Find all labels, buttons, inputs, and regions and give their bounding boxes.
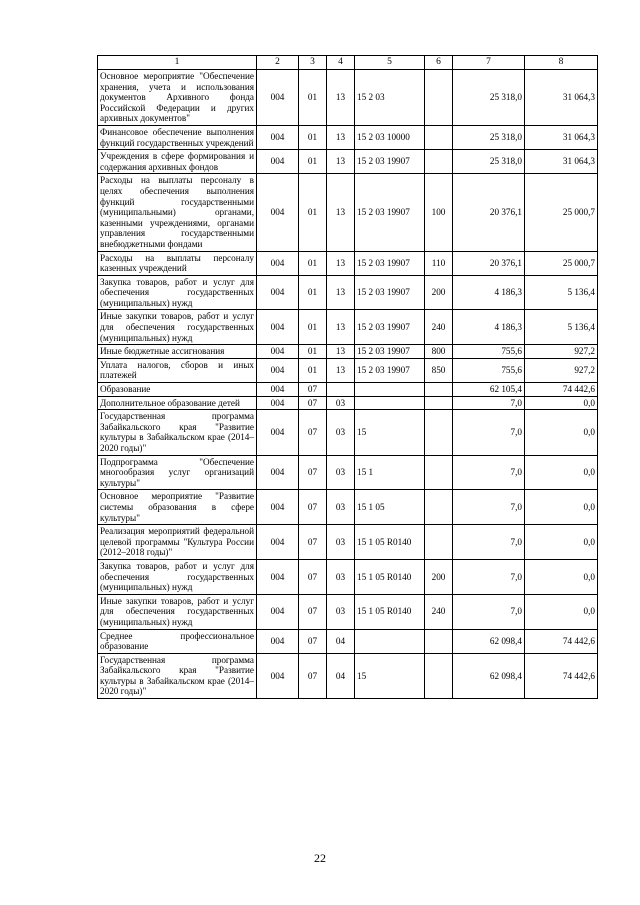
amount-year2-cell: 31 064,3 <box>525 125 598 149</box>
amount-year1-cell: 25 318,0 <box>453 150 525 174</box>
table-row <box>98 490 598 525</box>
expense-type-cell <box>425 150 453 174</box>
subsection-code-cell: 03 <box>327 490 355 525</box>
item-name-cell: Иные закупки товаров, работ и услуг для обеспечения государственных (муниципальных) нужд <box>98 594 257 629</box>
item-name-cell: Образование <box>98 383 257 397</box>
subsection-code-cell: 13 <box>327 150 355 174</box>
ministry-code-cell: 004 <box>257 125 299 149</box>
ministry-code-cell: 004 <box>257 653 299 698</box>
subsection-code-cell: 13 <box>327 345 355 359</box>
section-code-cell: 07 <box>299 455 327 490</box>
subsection-code-cell: 13 <box>327 358 355 382</box>
target-article-cell <box>355 383 425 397</box>
header-cell: 5 <box>355 56 425 70</box>
amount-year1-cell: 62 105,4 <box>453 383 525 397</box>
table-header-row <box>98 56 598 70</box>
expense-type-cell: 850 <box>425 358 453 382</box>
budget-table <box>97 55 598 699</box>
table-row <box>98 594 598 629</box>
amount-year2-cell: 0,0 <box>525 455 598 490</box>
expense-type-cell <box>425 525 453 560</box>
amount-year1-cell: 7,0 <box>453 594 525 629</box>
ministry-code-cell: 004 <box>257 345 299 359</box>
target-article-cell: 15 2 03 19907 <box>355 251 425 275</box>
subsection-code-cell: 04 <box>327 629 355 653</box>
amount-year2-cell: 0,0 <box>525 410 598 455</box>
amount-year1-cell: 755,6 <box>453 358 525 382</box>
target-article-cell: 15 1 <box>355 455 425 490</box>
target-article-cell: 15 1 05 R0140 <box>355 594 425 629</box>
table-row <box>98 396 598 410</box>
item-name-cell: Учреждения в сфере формирования и содержания архивных фондов <box>98 150 257 174</box>
ministry-code-cell: 004 <box>257 174 299 251</box>
table-row <box>98 125 598 149</box>
ministry-code-cell: 004 <box>257 490 299 525</box>
subsection-code-cell: 03 <box>327 525 355 560</box>
section-code-cell: 01 <box>299 251 327 275</box>
item-name-cell: Государственная программа Забайкальского края "Развитие культуры в Забайкальском крае (2014–2020 годы)" <box>98 410 257 455</box>
header-cell: 7 <box>453 56 525 70</box>
subsection-code-cell <box>327 383 355 397</box>
subsection-code-cell: 03 <box>327 594 355 629</box>
header-cell: 3 <box>299 56 327 70</box>
item-name-cell: Основное мероприятие "Развитие системы образования в сфере культуры" <box>98 490 257 525</box>
ministry-code-cell: 004 <box>257 559 299 594</box>
amount-year2-cell: 0,0 <box>525 559 598 594</box>
table-row <box>98 559 598 594</box>
ministry-code-cell: 004 <box>257 383 299 397</box>
amount-year1-cell: 25 318,0 <box>453 125 525 149</box>
amount-year1-cell: 62 098,4 <box>453 653 525 698</box>
target-article-cell: 15 2 03 <box>355 70 425 126</box>
amount-year1-cell: 755,6 <box>453 345 525 359</box>
expense-type-cell <box>425 410 453 455</box>
table-body <box>98 70 598 699</box>
item-name-cell: Среднее профессиональное образование <box>98 629 257 653</box>
target-article-cell: 15 2 03 19907 <box>355 150 425 174</box>
table-row <box>98 410 598 455</box>
table-row <box>98 383 598 397</box>
ministry-code-cell: 004 <box>257 358 299 382</box>
table-row <box>98 455 598 490</box>
item-name-cell: Расходы на выплаты персоналу в целях обеспечения выполнения функций государственными (муниципальными) органами, казенными учреждениями, органами управления государственными внебюджетными фондами <box>98 174 257 251</box>
target-article-cell: 15 1 05 R0140 <box>355 525 425 560</box>
section-code-cell: 07 <box>299 490 327 525</box>
expense-type-cell: 200 <box>425 559 453 594</box>
amount-year1-cell: 7,0 <box>453 525 525 560</box>
amount-year2-cell: 0,0 <box>525 396 598 410</box>
table-row <box>98 629 598 653</box>
subsection-code-cell: 03 <box>327 410 355 455</box>
expense-type-cell <box>425 396 453 410</box>
section-code-cell: 07 <box>299 410 327 455</box>
ministry-code-cell: 004 <box>257 525 299 560</box>
expense-type-cell <box>425 629 453 653</box>
expense-type-cell: 240 <box>425 310 453 345</box>
section-code-cell: 07 <box>299 525 327 560</box>
subsection-code-cell: 13 <box>327 275 355 310</box>
item-name-cell: Государственная программа Забайкальского края "Развитие культуры в Забайкальском крае (2014–2020 годы)" <box>98 653 257 698</box>
ministry-code-cell: 004 <box>257 629 299 653</box>
section-code-cell: 07 <box>299 653 327 698</box>
target-article-cell: 15 2 03 19907 <box>355 275 425 310</box>
item-name-cell: Реализация мероприятий федеральной целевой программы "Культура России (2012–2018 годы)" <box>98 525 257 560</box>
ministry-code-cell: 004 <box>257 594 299 629</box>
section-code-cell: 01 <box>299 310 327 345</box>
table-row <box>98 251 598 275</box>
item-name-cell: Закупка товаров, работ и услуг для обеспечения государственных (муниципальных) нужд <box>98 559 257 594</box>
expense-type-cell: 200 <box>425 275 453 310</box>
header-cell: 4 <box>327 56 355 70</box>
page-number: 22 <box>314 851 326 865</box>
target-article-cell: 15 1 05 <box>355 490 425 525</box>
subsection-code-cell: 03 <box>327 396 355 410</box>
amount-year1-cell: 7,0 <box>453 455 525 490</box>
section-code-cell: 01 <box>299 275 327 310</box>
item-name-cell: Иные закупки товаров, работ и услуг для обеспечения государственных (муниципальных) нужд <box>98 310 257 345</box>
subsection-code-cell: 04 <box>327 653 355 698</box>
target-article-cell: 15 <box>355 653 425 698</box>
target-article-cell: 15 1 05 R0140 <box>355 559 425 594</box>
amount-year1-cell: 7,0 <box>453 410 525 455</box>
item-name-cell: Финансовое обеспечение выполнения функций государственных учреждений <box>98 125 257 149</box>
amount-year2-cell: 5 136,4 <box>525 275 598 310</box>
amount-year2-cell: 0,0 <box>525 525 598 560</box>
expense-type-cell <box>425 455 453 490</box>
amount-year1-cell: 4 186,3 <box>453 275 525 310</box>
expense-type-cell: 110 <box>425 251 453 275</box>
amount-year2-cell: 31 064,3 <box>525 70 598 126</box>
expense-type-cell <box>425 70 453 126</box>
amount-year1-cell: 4 186,3 <box>453 310 525 345</box>
expense-type-cell: 800 <box>425 345 453 359</box>
ministry-code-cell: 004 <box>257 150 299 174</box>
ministry-code-cell: 004 <box>257 455 299 490</box>
target-article-cell: 15 2 03 19907 <box>355 358 425 382</box>
subsection-code-cell: 03 <box>327 455 355 490</box>
section-code-cell: 01 <box>299 125 327 149</box>
item-name-cell: Расходы на выплаты персоналу казенных учреждений <box>98 251 257 275</box>
section-code-cell: 01 <box>299 358 327 382</box>
subsection-code-cell: 13 <box>327 251 355 275</box>
ministry-code-cell: 004 <box>257 251 299 275</box>
expense-type-cell <box>425 125 453 149</box>
amount-year1-cell: 62 098,4 <box>453 629 525 653</box>
subsection-code-cell: 03 <box>327 559 355 594</box>
amount-year2-cell: 0,0 <box>525 490 598 525</box>
expense-type-cell <box>425 490 453 525</box>
table-row <box>98 653 598 698</box>
item-name-cell: Иные бюджетные ассигнования <box>98 345 257 359</box>
amount-year1-cell: 7,0 <box>453 396 525 410</box>
header-cell: 2 <box>257 56 299 70</box>
section-code-cell: 07 <box>299 559 327 594</box>
table-row <box>98 310 598 345</box>
section-code-cell: 01 <box>299 70 327 126</box>
target-article-cell: 15 2 03 19907 <box>355 310 425 345</box>
subsection-code-cell: 13 <box>327 174 355 251</box>
amount-year2-cell: 25 000,7 <box>525 251 598 275</box>
amount-year1-cell: 7,0 <box>453 559 525 594</box>
header-cell: 6 <box>425 56 453 70</box>
item-name-cell: Уплата налогов, сборов и иных платежей <box>98 358 257 382</box>
target-article-cell: 15 2 03 19907 <box>355 345 425 359</box>
section-code-cell: 07 <box>299 594 327 629</box>
amount-year2-cell: 0,0 <box>525 594 598 629</box>
table-row <box>98 70 598 126</box>
amount-year1-cell: 25 318,0 <box>453 70 525 126</box>
expense-type-cell: 100 <box>425 174 453 251</box>
section-code-cell: 01 <box>299 150 327 174</box>
target-article-cell: 15 <box>355 410 425 455</box>
amount-year2-cell: 74 442,6 <box>525 629 598 653</box>
amount-year2-cell: 927,2 <box>525 358 598 382</box>
ministry-code-cell: 004 <box>257 310 299 345</box>
section-code-cell: 07 <box>299 383 327 397</box>
amount-year2-cell: 31 064,3 <box>525 150 598 174</box>
ministry-code-cell: 004 <box>257 275 299 310</box>
table-row <box>98 174 598 251</box>
target-article-cell <box>355 396 425 410</box>
amount-year1-cell: 20 376,1 <box>453 174 525 251</box>
subsection-code-cell: 13 <box>327 70 355 126</box>
table-row <box>98 525 598 560</box>
ministry-code-cell: 004 <box>257 396 299 410</box>
expense-type-cell: 240 <box>425 594 453 629</box>
ministry-code-cell: 004 <box>257 410 299 455</box>
target-article-cell: 15 2 03 10000 <box>355 125 425 149</box>
amount-year1-cell: 20 376,1 <box>453 251 525 275</box>
table-row <box>98 150 598 174</box>
amount-year2-cell: 927,2 <box>525 345 598 359</box>
amount-year2-cell: 25 000,7 <box>525 174 598 251</box>
header-cell: 1 <box>98 56 257 70</box>
section-code-cell: 07 <box>299 396 327 410</box>
amount-year2-cell: 74 442,6 <box>525 653 598 698</box>
target-article-cell <box>355 629 425 653</box>
item-name-cell: Подпрограмма "Обеспечение многообразия услуг организаций культуры" <box>98 455 257 490</box>
header-cell: 8 <box>525 56 598 70</box>
section-code-cell: 01 <box>299 345 327 359</box>
target-article-cell: 15 2 03 19907 <box>355 174 425 251</box>
section-code-cell: 07 <box>299 629 327 653</box>
item-name-cell: Дополнительное образование детей <box>98 396 257 410</box>
item-name-cell: Закупка товаров, работ и услуг для обеспечения государственных (муниципальных) нужд <box>98 275 257 310</box>
table-row <box>98 275 598 310</box>
table-row <box>98 358 598 382</box>
item-name-cell: Основное мероприятие "Обеспечение хранения, учета и использования документов Архивного фонда Российской Федерации и других архивных документов" <box>98 70 257 126</box>
amount-year1-cell: 7,0 <box>453 490 525 525</box>
expense-type-cell <box>425 383 453 397</box>
table-row <box>98 345 598 359</box>
expense-type-cell <box>425 653 453 698</box>
amount-year2-cell: 74 442,6 <box>525 383 598 397</box>
subsection-code-cell: 13 <box>327 125 355 149</box>
section-code-cell: 01 <box>299 174 327 251</box>
subsection-code-cell: 13 <box>327 310 355 345</box>
ministry-code-cell: 004 <box>257 70 299 126</box>
amount-year2-cell: 5 136,4 <box>525 310 598 345</box>
